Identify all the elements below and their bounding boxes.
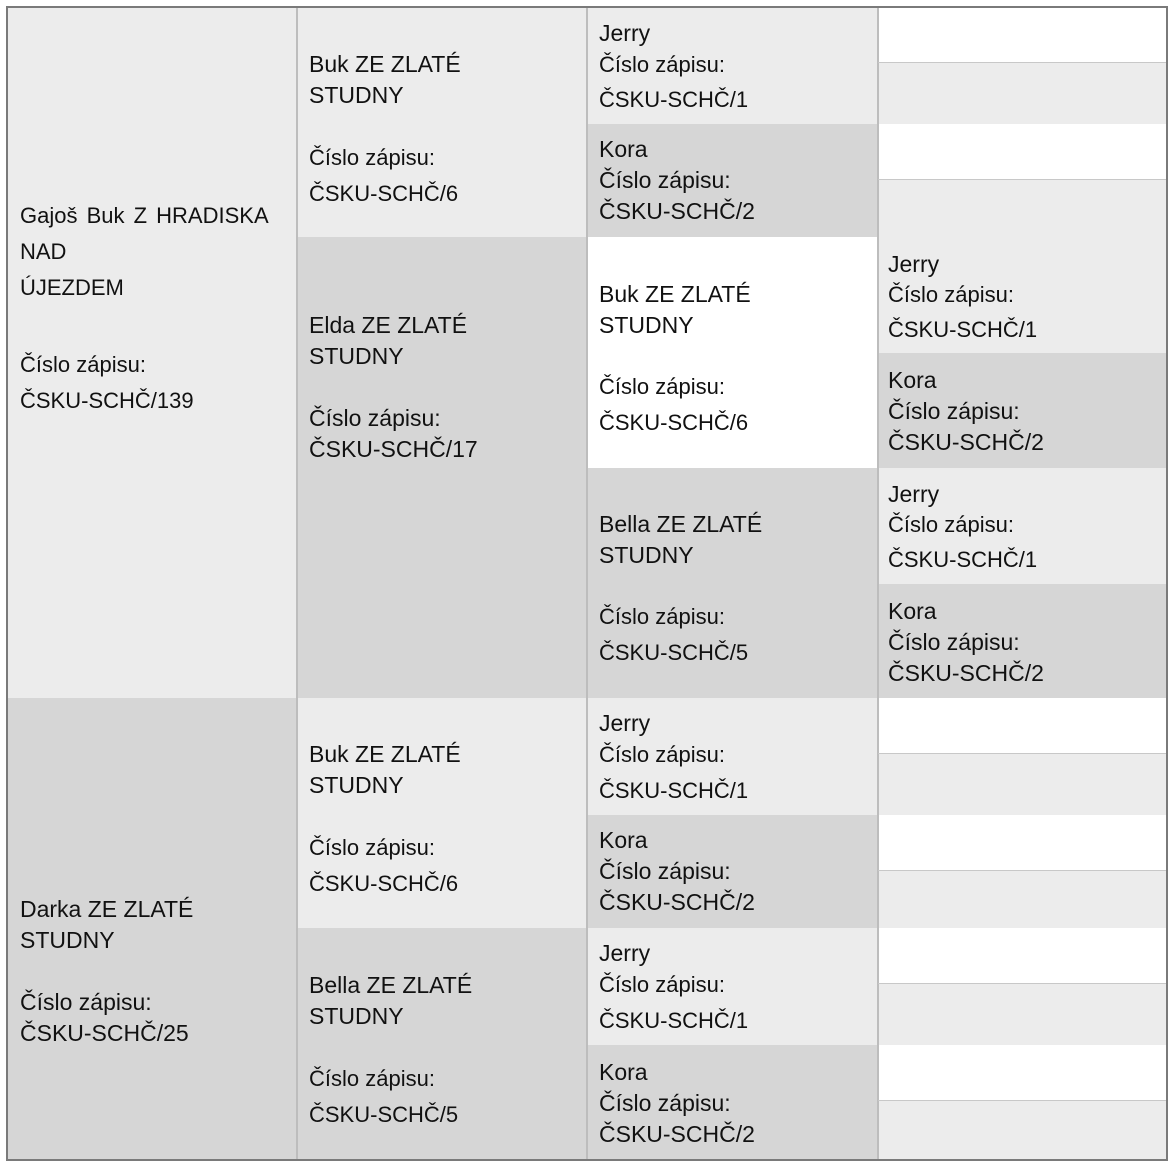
pedigree-cell-gen4 (878, 754, 1167, 815)
dog-name: Elda ZE ZLATÉ STUDNY (309, 312, 468, 369)
registration-number: ČSKU-SCHČ/6 (599, 410, 749, 435)
row-divider (878, 1100, 1167, 1101)
row-divider (878, 62, 1167, 63)
registration-label: Číslo zápisu: (599, 604, 725, 629)
dog-name: Buk ZE ZLATÉ STUDNY (309, 741, 461, 798)
registration-label: Číslo zápisu: (888, 282, 1014, 307)
dog-name: Bella ZE ZLATÉ STUDNY (309, 972, 473, 1029)
registration-label: Číslo zápisu: (599, 167, 731, 193)
pedigree-cell-gen4 (878, 871, 1167, 928)
pedigree-cell-gen4 (878, 8, 1167, 63)
row-divider (878, 753, 1167, 754)
pedigree-cell-gen2 (297, 237, 587, 698)
registration-label: Číslo zápisu: (20, 989, 152, 1015)
registration-label: Číslo zápisu: (599, 972, 725, 997)
registration-label: Číslo zápisu: (599, 858, 731, 884)
dog-name: Jerry (599, 940, 651, 966)
pedigree-cell-gen3 (587, 698, 878, 815)
registration-number: ČSKU-SCHČ/17 (309, 436, 478, 462)
registration-label: Číslo zápisu: (309, 1066, 435, 1091)
registration-number: ČSKU-SCHČ/2 (888, 429, 1044, 455)
pedigree-cell-gen4 (878, 815, 1167, 871)
pedigree-cell-gen4 (878, 124, 1167, 180)
pedigree-cell-gen2 (297, 698, 587, 928)
registration-number: ČSKU-SCHČ/1 (599, 87, 749, 112)
pedigree-cell-gen4 (878, 353, 1167, 468)
pedigree-cell-gen3 (587, 124, 878, 237)
registration-label: Číslo zápisu: (309, 145, 435, 170)
pedigree-cell-gen4 (878, 468, 1167, 584)
pedigree-cell-gen4 (878, 928, 1167, 984)
registration-number: ČSKU-SCHČ/2 (599, 1121, 755, 1147)
pedigree-cell-dam (8, 698, 297, 1159)
row-divider (878, 870, 1167, 871)
registration-number: ČSKU-SCHČ/6 (309, 871, 459, 896)
dog-name: Kora (888, 367, 937, 393)
dog-name: Jerry (888, 481, 940, 507)
dog-name: Kora (599, 1059, 648, 1085)
pedigree-cell-gen3 (587, 8, 878, 124)
registration-number: ČSKU-SCHČ/1 (599, 1008, 749, 1033)
pedigree-cell-gen4 (878, 1045, 1167, 1101)
registration-number: ČSKU-SCHČ/1 (888, 317, 1038, 342)
pedigree-cell-gen2 (297, 928, 587, 1159)
dog-name: Gajoš Buk Z HRADISKA NAD ÚJEZDEM (20, 203, 268, 300)
registration-number: ČSKU-SCHČ/6 (309, 181, 459, 206)
column-divider (877, 8, 879, 1159)
pedigree-cell-sire (8, 8, 297, 698)
dog-name: Jerry (888, 251, 940, 277)
row-divider (878, 179, 1167, 180)
registration-number: ČSKU-SCHČ/2 (599, 198, 755, 224)
pedigree-cell-gen4 (878, 1101, 1167, 1159)
pedigree-cell-gen4 (878, 63, 1167, 124)
dog-name: Darka ZE ZLATÉ STUDNY (20, 896, 194, 953)
registration-number: ČSKU-SCHČ/5 (599, 640, 749, 665)
registration-label: Číslo zápisu: (309, 405, 441, 431)
pedigree-cell-gen4 (878, 584, 1167, 698)
registration-number: ČSKU-SCHČ/25 (20, 1020, 189, 1046)
pedigree-cell-gen4 (878, 984, 1167, 1045)
registration-label: Číslo zápisu: (888, 398, 1020, 424)
registration-label: Číslo zápisu: (309, 835, 435, 860)
registration-label: Číslo zápisu: (20, 352, 146, 377)
dog-name: Jerry (599, 710, 651, 736)
registration-number: ČSKU-SCHČ/2 (599, 889, 755, 915)
pedigree-cell-gen4 (878, 237, 1167, 353)
registration-number: ČSKU-SCHČ/139 (20, 388, 194, 413)
registration-number: ČSKU-SCHČ/2 (888, 660, 1044, 686)
pedigree-cell-gen3 (587, 1045, 878, 1159)
pedigree-cell-gen4 (878, 698, 1167, 754)
pedigree-cell-gen4 (878, 180, 1167, 237)
registration-label: Číslo zápisu: (599, 374, 725, 399)
dog-name: Bella ZE ZLATÉ STUDNY (599, 511, 763, 568)
dog-name: Jerry (599, 20, 651, 46)
dog-name: Kora (599, 136, 648, 162)
registration-number: ČSKU-SCHČ/5 (309, 1102, 459, 1127)
column-divider (586, 8, 588, 1159)
pedigree-cell-gen3 (587, 815, 878, 928)
pedigree-cell-gen3 (587, 237, 878, 468)
registration-label: Číslo zápisu: (599, 742, 725, 767)
pedigree-cell-gen3 (587, 468, 878, 698)
registration-label: Číslo zápisu: (888, 512, 1014, 537)
registration-label: Číslo zápisu: (599, 1090, 731, 1116)
row-divider (878, 983, 1167, 984)
registration-label: Číslo zápisu: (888, 629, 1020, 655)
registration-label: Číslo zápisu: (599, 52, 725, 77)
pedigree-cell-gen2 (297, 8, 587, 237)
dog-name: Kora (599, 827, 648, 853)
dog-name: Kora (888, 598, 937, 624)
registration-number: ČSKU-SCHČ/1 (599, 778, 749, 803)
dog-name: Buk ZE ZLATÉ STUDNY (309, 51, 461, 108)
registration-number: ČSKU-SCHČ/1 (888, 547, 1038, 572)
dog-name: Buk ZE ZLATÉ STUDNY (599, 281, 751, 338)
column-divider (296, 8, 298, 1159)
pedigree-cell-gen3 (587, 928, 878, 1045)
